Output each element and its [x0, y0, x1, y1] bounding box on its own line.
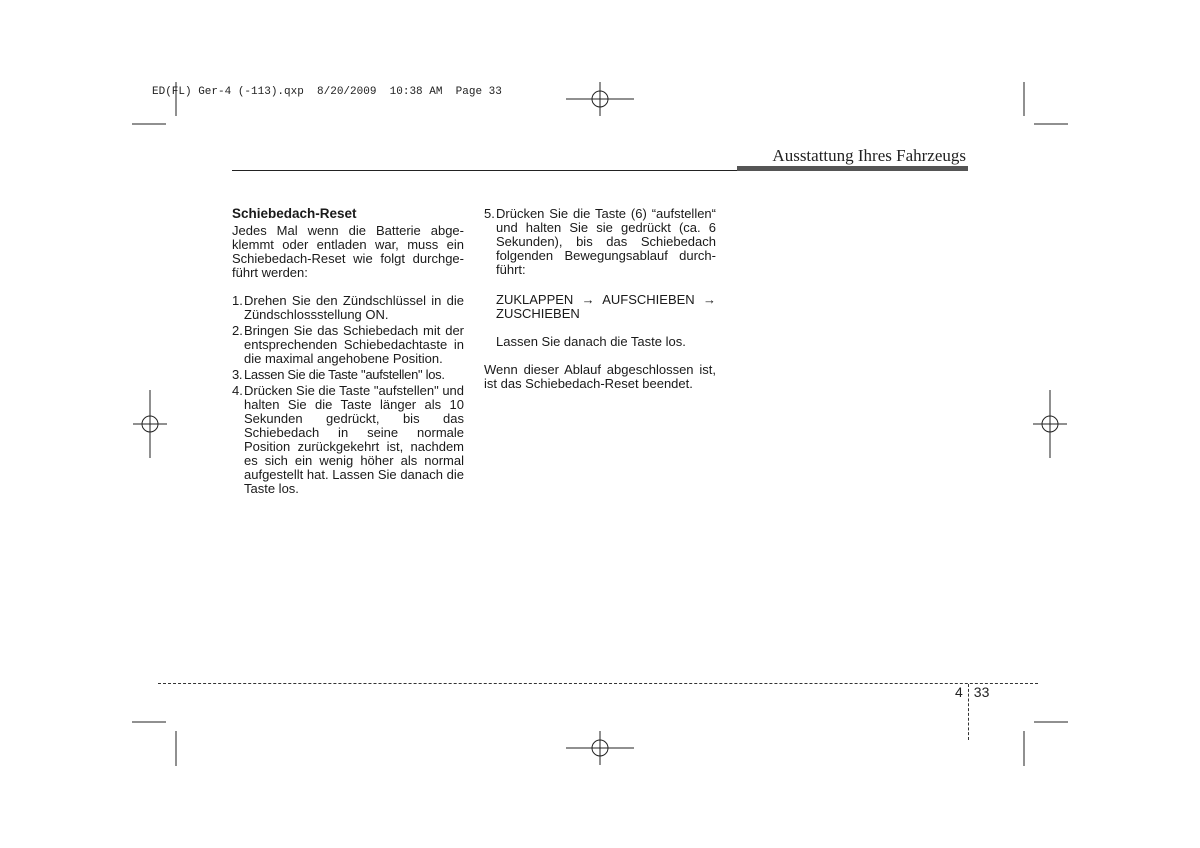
page-number-divider — [968, 684, 970, 740]
chapter-number: 4 — [955, 684, 963, 700]
section-title: Ausstattung Ihres Fahrzeugs — [772, 146, 966, 165]
registration-mark-right — [1033, 390, 1067, 458]
step-text: Bringen Sie das Schiebedach mit der entsprechenden Schiebedachtaste in die maximal angehobene Position. — [244, 323, 464, 366]
conclusion-paragraph: Wenn dieser Ablauf abgeschlossen ist, ist das Schiebedach-Reset beendet. — [484, 362, 716, 391]
step-number: 4. — [232, 383, 243, 398]
header-rule-accent — [737, 166, 968, 171]
print-slug: ED(FL) Ger-4 (-113).qxp 8/20/2009 10:38 AM Page 33 — [152, 86, 502, 98]
left-column — [232, 207, 464, 498]
release-note: Lassen Sie danach die Taste los. — [496, 334, 686, 349]
page-number-value: 33 — [973, 684, 990, 700]
registration-mark-top — [566, 82, 634, 116]
intro-paragraph: Jedes Mal wenn die Batterie abge-klemmt oder entladen war, muss ein Schiebedach-Reset wie folgt durchge-führt werden: — [232, 223, 464, 280]
step-item — [232, 294, 464, 322]
movement-sequence: ZUKLAPPEN → AUFSCHIEBEN → ZUSCHIEBEN — [496, 292, 716, 321]
step-number: 3. — [232, 367, 243, 382]
right-column — [484, 207, 716, 391]
step-number: 2. — [232, 323, 243, 338]
step-number: 5. — [484, 206, 495, 221]
step-number: 1. — [232, 293, 243, 308]
section-heading: Schiebedach-Reset — [232, 206, 357, 221]
footer-dotted-rule — [158, 683, 1038, 684]
page-number — [955, 684, 989, 740]
step-item — [232, 368, 464, 382]
header-rule — [232, 170, 737, 171]
step-text: Drehen Sie den Zündschlüssel in die Zündschlossstellung ON. — [244, 293, 464, 322]
step-text: Drücken Sie die Taste (6) “aufstellen“ und halten Sie sie gedrückt (ca. 6 Sekunden), bis das Schiebedach folgenden Bewegungsablauf durch-führt: — [496, 206, 716, 277]
step-item — [232, 384, 464, 496]
registration-mark-bottom — [566, 731, 634, 765]
step-text: Lassen Sie die Taste "aufstellen" los. — [244, 367, 445, 382]
step-item — [484, 207, 716, 277]
registration-mark-left — [133, 390, 167, 458]
step-item — [232, 324, 464, 366]
step-text: Drücken Sie die Taste "aufstellen" und halten Sie die Taste länger als 10 Sekunden gedrückt, bis das Schiebedach in seine normale Position zurückgekehrt ist, nachdem es sich ein wenig höher als normal aufgestellt hat. Lassen Sie danach die Taste los. — [244, 383, 465, 496]
